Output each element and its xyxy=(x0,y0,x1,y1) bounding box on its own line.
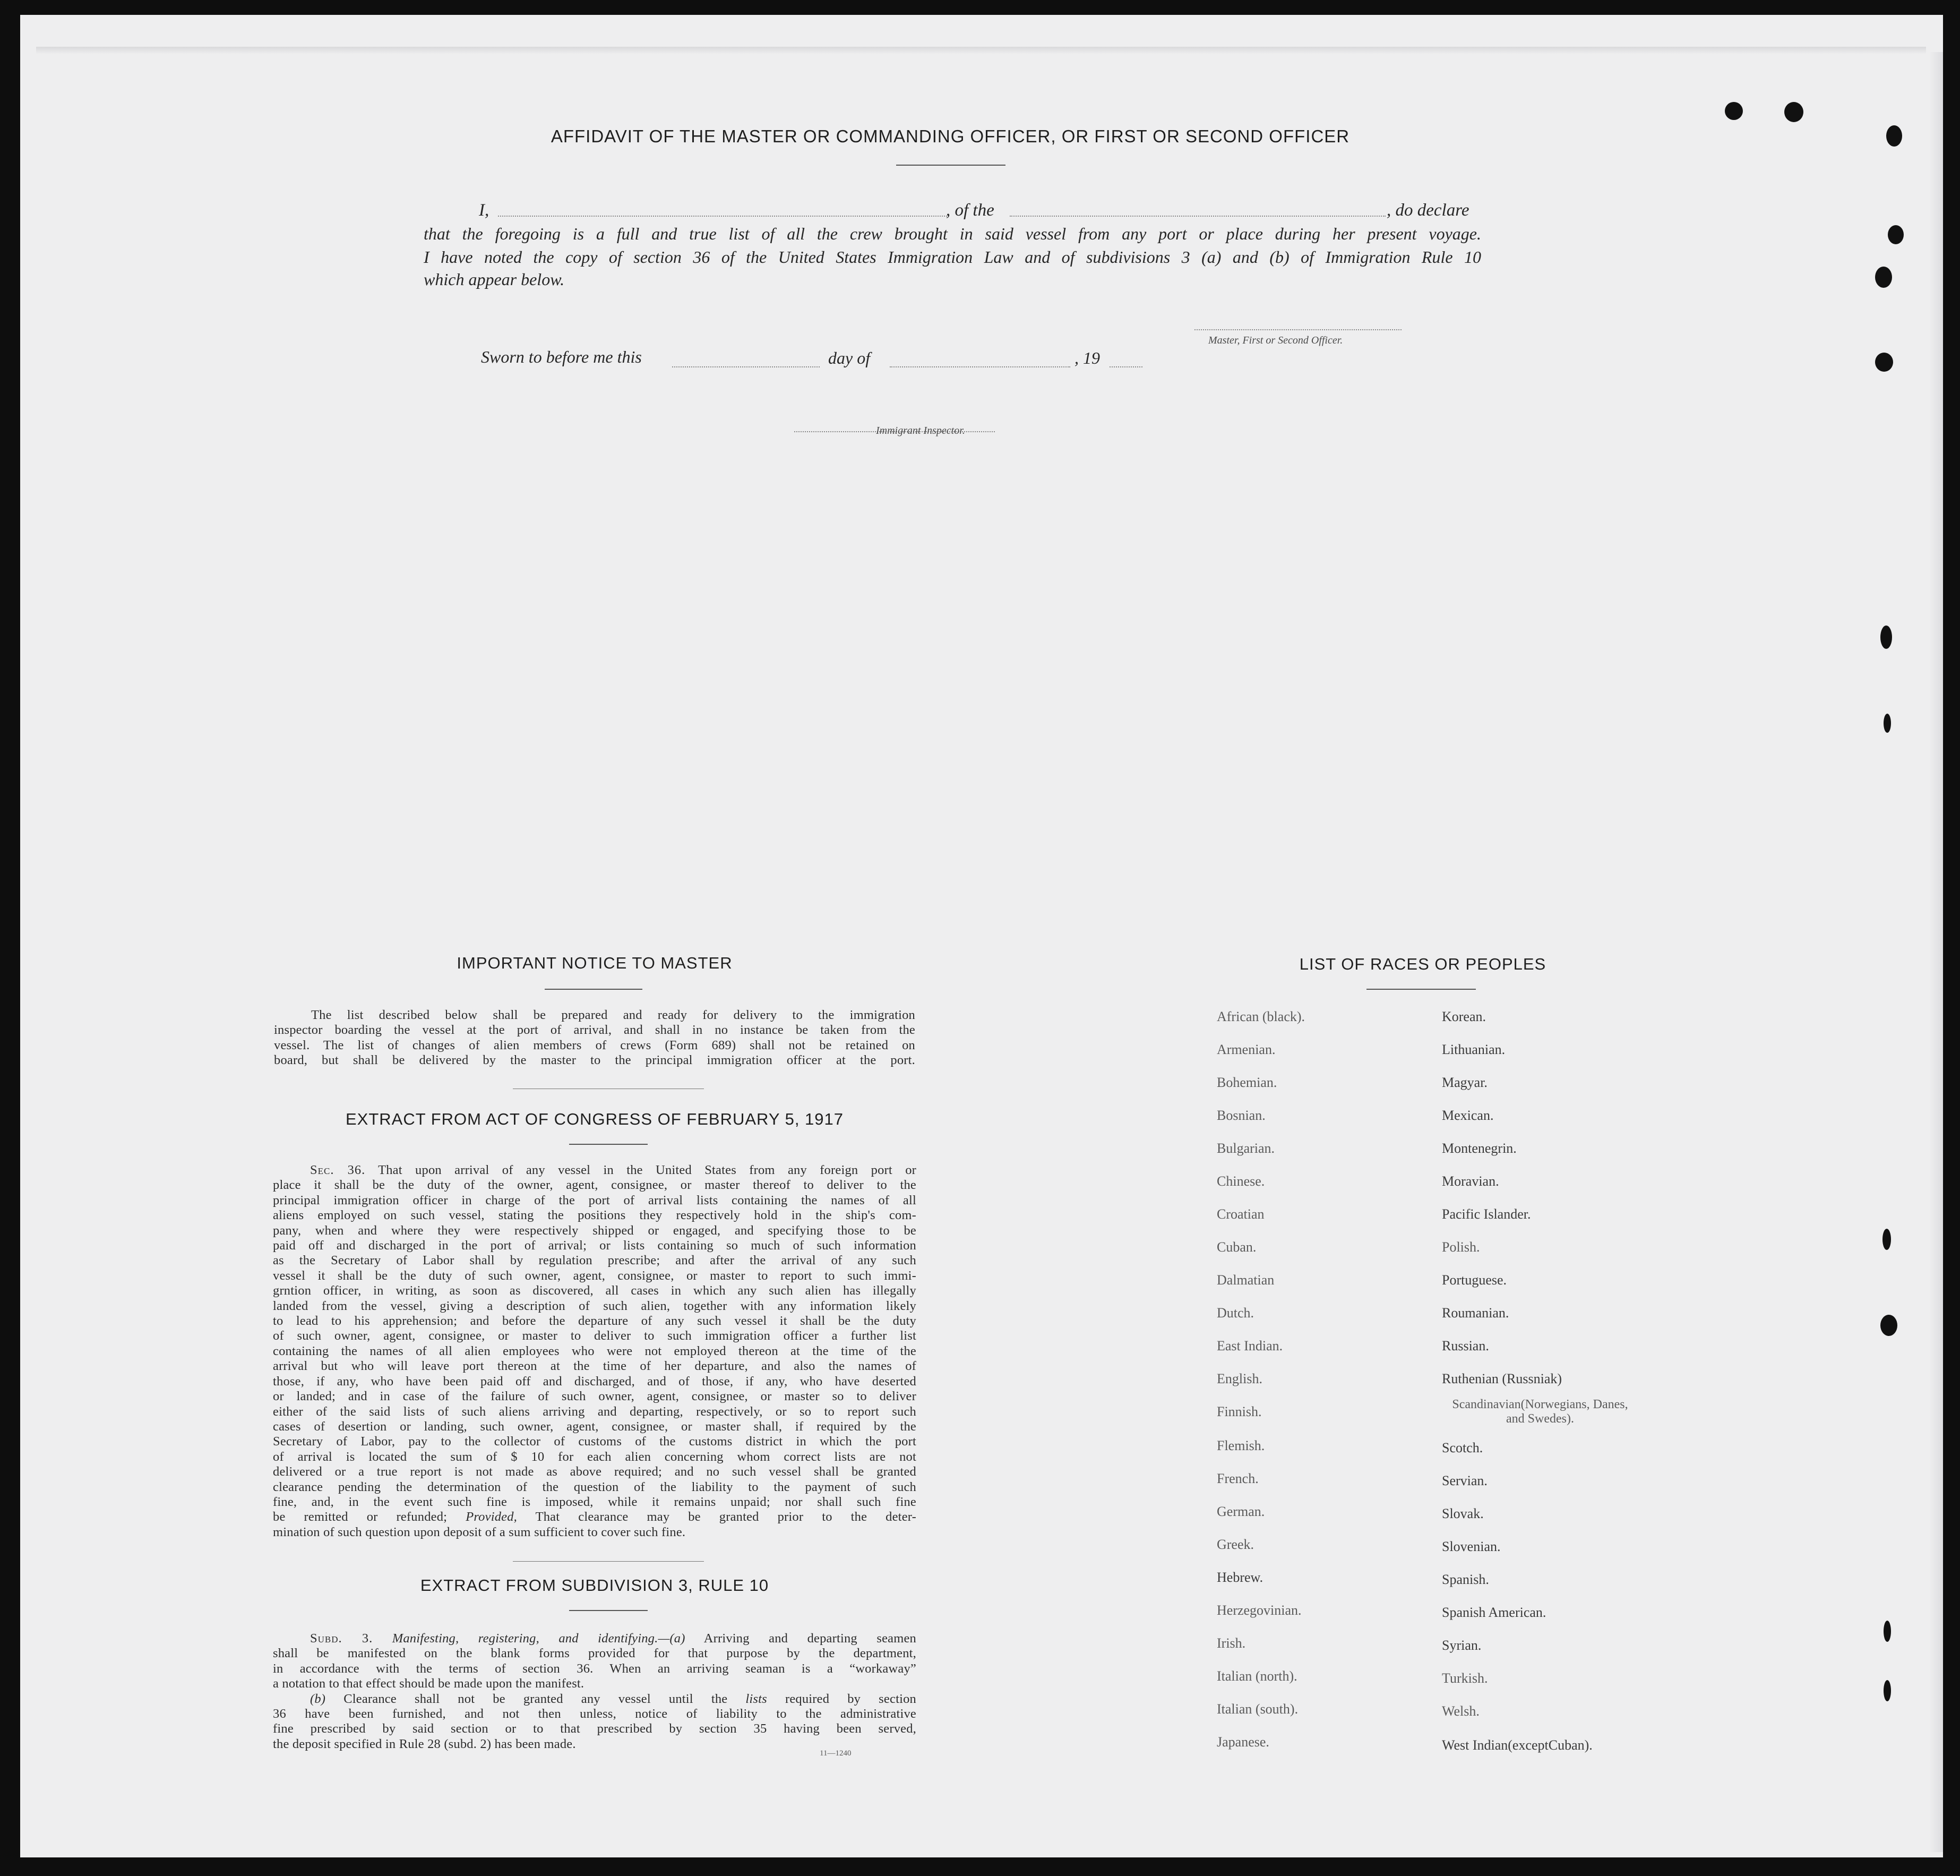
race-item: Bohemian. xyxy=(1217,1075,1277,1090)
notice-line: The list described below shall be prepared and ready for delivery to the immigration xyxy=(311,1008,915,1022)
subd-label: Subd. 3. xyxy=(310,1631,373,1646)
punch-hole xyxy=(1875,267,1892,288)
day-blank xyxy=(672,366,820,367)
race-item: Dalmatian xyxy=(1217,1272,1275,1288)
race-item: Magyar. xyxy=(1442,1075,1488,1090)
race-item: Polish. xyxy=(1442,1239,1480,1255)
rule-line: in accordance with the terms of section 36. When an arriving seaman is a “workaway” xyxy=(273,1661,916,1676)
month-blank xyxy=(890,366,1070,367)
act-line: paid off and discharged in the port of arrival; or lists containing so much of such information xyxy=(273,1238,916,1253)
race-item: Russian. xyxy=(1442,1338,1489,1354)
affidavit-do-declare: , do declare xyxy=(1387,201,1469,220)
race-item: Roumanian. xyxy=(1442,1305,1509,1321)
name-blank xyxy=(498,216,947,217)
races-title: LIST OF RACES OR PEOPLES xyxy=(1299,955,1546,973)
rule-line xyxy=(273,1692,916,1707)
race-item: West Indian(exceptCuban). xyxy=(1442,1737,1593,1753)
rule-line: fine prescribed by said section or to that prescribed by section 35 having been served, xyxy=(273,1721,916,1736)
rule-line: shall be manifested on the blank forms provided for that purpose by the department, xyxy=(273,1646,916,1661)
form-number: 11—1240 xyxy=(820,1749,852,1758)
punch-hole xyxy=(1725,102,1743,120)
sheet-edge-top xyxy=(36,47,1926,54)
race-item: Bosnian. xyxy=(1217,1108,1266,1123)
punch-hole xyxy=(1882,1229,1891,1250)
act-line-text: That clearance may be granted prior to the deter- xyxy=(535,1510,916,1524)
affidavit-line-2: I have noted the copy of section 36 of the United States Immigration Law and of subdivisions 3 (a) and (b) of Immigration Rule 10 xyxy=(424,247,1481,267)
race-item: Slovak. xyxy=(1442,1506,1484,1521)
race-item: East Indian. xyxy=(1217,1338,1283,1354)
race-item: Herzegovinian. xyxy=(1217,1603,1302,1618)
notice-rule xyxy=(545,989,642,990)
affidavit-line-3: which appear below. xyxy=(424,270,565,289)
rule-line: a notation to that effect should be made upon the manifest. xyxy=(273,1676,584,1691)
act-line: as the Secretary of Labor shall by regulation prescribe; and after the arrival of any such xyxy=(273,1253,916,1268)
affidavit-i: I, xyxy=(479,201,489,220)
race-item: Dutch. xyxy=(1217,1305,1254,1321)
affidavit-of-the: , of the xyxy=(946,201,994,220)
act-line: those, if any, who have been paid off and discharged, and of those, if any, who have deserted xyxy=(273,1374,916,1389)
race-item: Scandinavian(Norwegians, Danes, and Swedes). xyxy=(1452,1398,1628,1426)
act-line: grntion officer, in writing, as soon as discovered, all cases in which any such alien has illegally xyxy=(273,1283,916,1298)
race-item: Korean. xyxy=(1442,1009,1486,1024)
race-item: Chinese. xyxy=(1217,1173,1265,1189)
race-item: French. xyxy=(1217,1471,1259,1486)
master-caption: Master, First or Second Officer. xyxy=(1208,335,1343,346)
rule-title: EXTRACT FROM SUBDIVISION 3, RULE 10 xyxy=(420,1576,769,1595)
punch-hole xyxy=(1884,714,1891,733)
year-blank xyxy=(1110,366,1142,367)
race-item: Croatian xyxy=(1217,1206,1265,1222)
b-label: (b) xyxy=(310,1691,326,1706)
rule-line: 36 have been furnished, and not then unless, notice of liability to the administrative xyxy=(273,1707,916,1721)
punch-hole xyxy=(1884,1621,1891,1642)
race-item: Hebrew. xyxy=(1217,1570,1263,1585)
race-item: Moravian. xyxy=(1442,1173,1499,1189)
act-rule xyxy=(569,1144,648,1145)
races-rule xyxy=(1366,989,1476,990)
race-item: Japanese. xyxy=(1217,1734,1269,1750)
sec-label: Sec. 36. xyxy=(310,1163,366,1177)
race-item: Slovenian. xyxy=(1442,1539,1501,1554)
section-divider xyxy=(513,1561,704,1562)
act-line: arrival but who will leave port thereon at the time of her departure, and also the names of xyxy=(273,1359,916,1374)
race-item: Turkish. xyxy=(1442,1671,1488,1686)
act-line: Secretary of Labor, pay to the collector of customs of the customs district in which the port xyxy=(273,1434,916,1449)
act-body xyxy=(273,1163,916,1540)
act-line: aliens employed on such vessel, stating the positions they respectively hold in the ship's com- xyxy=(273,1208,916,1223)
rule-line-text: required by section xyxy=(785,1691,916,1706)
sworn-text: Sworn to before me this xyxy=(481,347,642,366)
race-item: Welsh. xyxy=(1442,1703,1480,1719)
punch-hole xyxy=(1880,1315,1897,1336)
rule-body xyxy=(273,1631,916,1752)
act-line: landed from the vessel, giving a description of such alien, together with any information likely xyxy=(273,1298,916,1313)
race-item: Pacific Islander. xyxy=(1442,1206,1531,1222)
act-line-text: That upon arrival of any vessel in the United States from any foreign port or xyxy=(378,1163,917,1177)
year-text: , 19 xyxy=(1074,348,1100,367)
rule-line: the deposit specified in Rule 28 (subd. 2) has been made. xyxy=(273,1736,576,1751)
race-item: German. xyxy=(1217,1504,1265,1519)
act-line: of such owner, agent, consignee, or master to deliver to such immigration officer a further list xyxy=(273,1329,916,1343)
act-line: place it shall be the duty of the owner, agent, consignee, or master thereof to deliver to the xyxy=(273,1178,916,1193)
notice-line: inspector boarding the vessel at the port of arrival, and shall in no instance be taken from the xyxy=(274,1023,915,1038)
notice-line: board, but shall be delivered by the master to the principal immigration officer at the port. xyxy=(274,1053,915,1068)
punch-hole xyxy=(1875,353,1893,372)
race-item: Montenegrin. xyxy=(1442,1141,1517,1156)
day-of-text: day of xyxy=(828,348,871,367)
race-item: Greek. xyxy=(1217,1537,1254,1552)
act-line: pany, when and where they were respectively shipped or engaged, and specifying those to be xyxy=(273,1223,916,1238)
punch-hole xyxy=(1888,225,1904,244)
provided-word: Provided, xyxy=(466,1510,518,1524)
act-line: delivered or a true report is not made as above required; and no such vessel shall be granted xyxy=(273,1464,916,1479)
sheet-edge-right xyxy=(1929,52,1943,1852)
race-item: Mexican. xyxy=(1442,1108,1494,1123)
act-line: principal immigration officer in charge of the port of arrival lists containing the names of all xyxy=(273,1193,916,1207)
race-item: English. xyxy=(1217,1371,1262,1386)
race-item: Italian (north). xyxy=(1217,1668,1297,1684)
race-item: Servian. xyxy=(1442,1473,1488,1488)
race-item: Portuguese. xyxy=(1442,1272,1507,1288)
punch-hole xyxy=(1886,125,1902,147)
race-item: Finnish. xyxy=(1217,1404,1262,1419)
notice-title: IMPORTANT NOTICE TO MASTER xyxy=(457,954,733,972)
race-item: Flemish. xyxy=(1217,1438,1265,1453)
act-line: containing the names of all alien employees who were not employed thereon at the time of the xyxy=(273,1343,916,1358)
act-line: or landed; and in case of the failure of such owner, agent, consignee, or master so to deliver xyxy=(273,1389,916,1404)
race-item: Armenian. xyxy=(1217,1042,1276,1057)
act-line-text: be remitted or refunded; xyxy=(273,1510,448,1524)
race-item: Irish. xyxy=(1217,1635,1246,1651)
act-title: EXTRACT FROM ACT OF CONGRESS OF FEBRUARY 5, 1917 xyxy=(345,1110,844,1128)
race-item: Spanish. xyxy=(1442,1572,1489,1587)
act-line: clearance pending the determination of the question of the liability to the payment of such xyxy=(273,1479,916,1494)
punch-hole xyxy=(1784,102,1803,122)
race-item: Syrian. xyxy=(1442,1638,1482,1653)
notice-line: vessel. The list of changes of alien members of crews (Form 689) shall not be retained on xyxy=(274,1038,915,1052)
race-item: Spanish American. xyxy=(1442,1605,1546,1620)
inspector-caption: Immigrant Inspector. xyxy=(876,425,965,436)
race-item: Bulgarian. xyxy=(1217,1141,1275,1156)
race-item: Ruthenian (Russniak) xyxy=(1442,1371,1562,1386)
lists-word: lists xyxy=(745,1691,767,1706)
master-signature-line xyxy=(1194,329,1402,330)
act-line xyxy=(273,1510,916,1524)
notice-body xyxy=(274,1008,915,1068)
rule-line-text: Clearance shall not be granted any vessel until the xyxy=(343,1691,728,1706)
act-line: of arrival is located the sum of $ 10 for each alien concerning whom correct lists are not xyxy=(273,1449,916,1464)
act-line: mination of such question upon deposit of a sum sufficient to cover such fine. xyxy=(273,1524,686,1539)
act-line: to lead to his apprehension; and before the departure of any such vessel it shall be the duty xyxy=(273,1314,916,1329)
race-item: Italian (south). xyxy=(1217,1701,1299,1717)
vessel-blank xyxy=(1010,216,1386,217)
act-line: cases of desertion or landing, such owner, agent, consignee, or master shall, if required by the xyxy=(273,1419,916,1434)
affidavit-line-1: that the foregoing is a full and true list of all the crew brought in said vessel from any port or place during her present voyage. xyxy=(424,224,1481,243)
race-item: Cuban. xyxy=(1217,1239,1257,1255)
punch-hole xyxy=(1880,626,1892,649)
act-line: vessel it shall be the duty of such owner, agent, consignee, or master to report to such immi- xyxy=(273,1268,916,1283)
act-line xyxy=(273,1163,916,1178)
act-line: either of the said lists of such aliens arriving and departing, respectively, or so to report such xyxy=(273,1404,916,1419)
race-item: African (black). xyxy=(1217,1009,1305,1024)
title-rule xyxy=(896,165,1005,166)
punch-hole xyxy=(1884,1680,1891,1701)
race-item: Scotch. xyxy=(1442,1440,1483,1455)
race-item: Lithuanian. xyxy=(1442,1042,1506,1057)
subd-italic: Manifesting, registering, and identifying.—(a) xyxy=(392,1631,685,1646)
rule-rule xyxy=(569,1610,648,1611)
rule-line-text: Arriving and departing seamen xyxy=(703,1631,916,1646)
act-line: fine, and, in the event such fine is imposed, while it remains unpaid; nor shall such fine xyxy=(273,1494,916,1509)
rule-line xyxy=(273,1631,916,1646)
affidavit-title: AFFIDAVIT OF THE MASTER OR COMMANDING OFFICER, OR FIRST OR SECOND OFFICER xyxy=(551,126,1350,146)
